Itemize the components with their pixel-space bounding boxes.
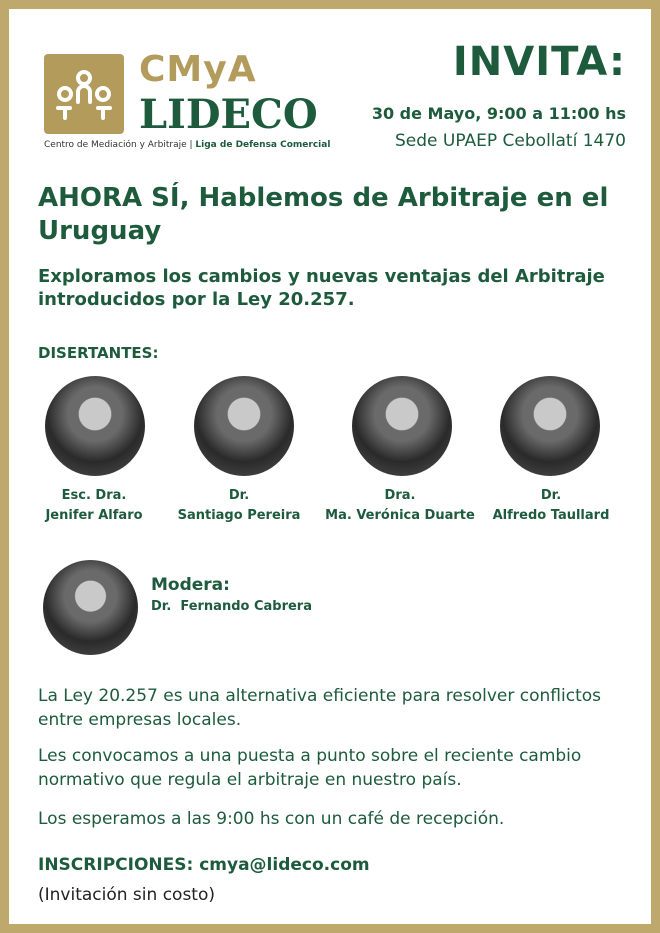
speaker-photo — [352, 376, 452, 476]
logo-tagline — [44, 140, 330, 150]
invitation-flyer — [9, 9, 651, 924]
registration-note: (Invitación sin costo) — [38, 885, 215, 905]
speaker-photo — [500, 376, 600, 476]
logo-brand: CMyA — [139, 49, 257, 90]
speaker-caption — [315, 486, 485, 526]
speaker-title: Dr. — [228, 488, 250, 503]
event-date: 30 de Mayo, 9:00 a 11:00 hs — [371, 104, 626, 123]
moderator-name: Dr. Fernando Cabrera — [151, 599, 312, 614]
event-subtitle: Exploramos los cambios y nuevas ventajas del Arbitraje introducidos por la Ley 20.257. — [38, 266, 605, 310]
tagline-left: Centro de Mediación y Arbitraje — [44, 140, 187, 150]
tagline-separator: | — [189, 140, 193, 150]
speaker-name: Alfredo Taullard — [492, 508, 610, 523]
speaker-caption — [164, 486, 314, 526]
registration-email[interactable]: INSCRIPCIONES: cmya@lideco.com — [38, 855, 370, 875]
speakers-label: DISERTANTES: — [38, 344, 159, 362]
moderator-label: Modera: — [151, 575, 230, 595]
invita-heading: INVITA: — [452, 39, 626, 85]
speaker-name: Ma. Verónica Duarte — [325, 508, 475, 523]
speaker-name: Santiago Pereira — [177, 508, 301, 523]
speaker-caption — [476, 486, 626, 526]
logo-name: LIDECO — [139, 91, 318, 138]
paragraph: La Ley 20.257 es una alternativa eficiente para resolver conflictos entre empresas locales. — [38, 686, 601, 730]
speaker-caption — [19, 486, 169, 526]
paragraph: Les convocamos a una puesta a punto sobre el reciente cambio normativo que regula el arbitraje en nuestro país. — [38, 746, 582, 790]
speaker-title: Dr. — [540, 488, 562, 503]
event-title: AHORA SÍ, Hablemos de Arbitraje en el Uruguay — [38, 183, 609, 246]
speaker-photo — [45, 376, 145, 476]
paragraph: Los esperamos a las 9:00 hs con un café de recepción. — [38, 809, 505, 829]
speaker-title: Esc. Dra. — [61, 488, 127, 503]
moderator-photo — [43, 560, 138, 655]
speaker-photo — [194, 376, 294, 476]
speaker-name: Jenifer Alfaro — [45, 508, 143, 523]
event-venue: Sede UPAEP Cebollatí 1470 — [395, 131, 626, 151]
tagline-right: Liga de Defensa Comercial — [195, 140, 331, 150]
people-logo-icon — [44, 54, 124, 134]
speaker-title: Dra. — [384, 488, 416, 503]
